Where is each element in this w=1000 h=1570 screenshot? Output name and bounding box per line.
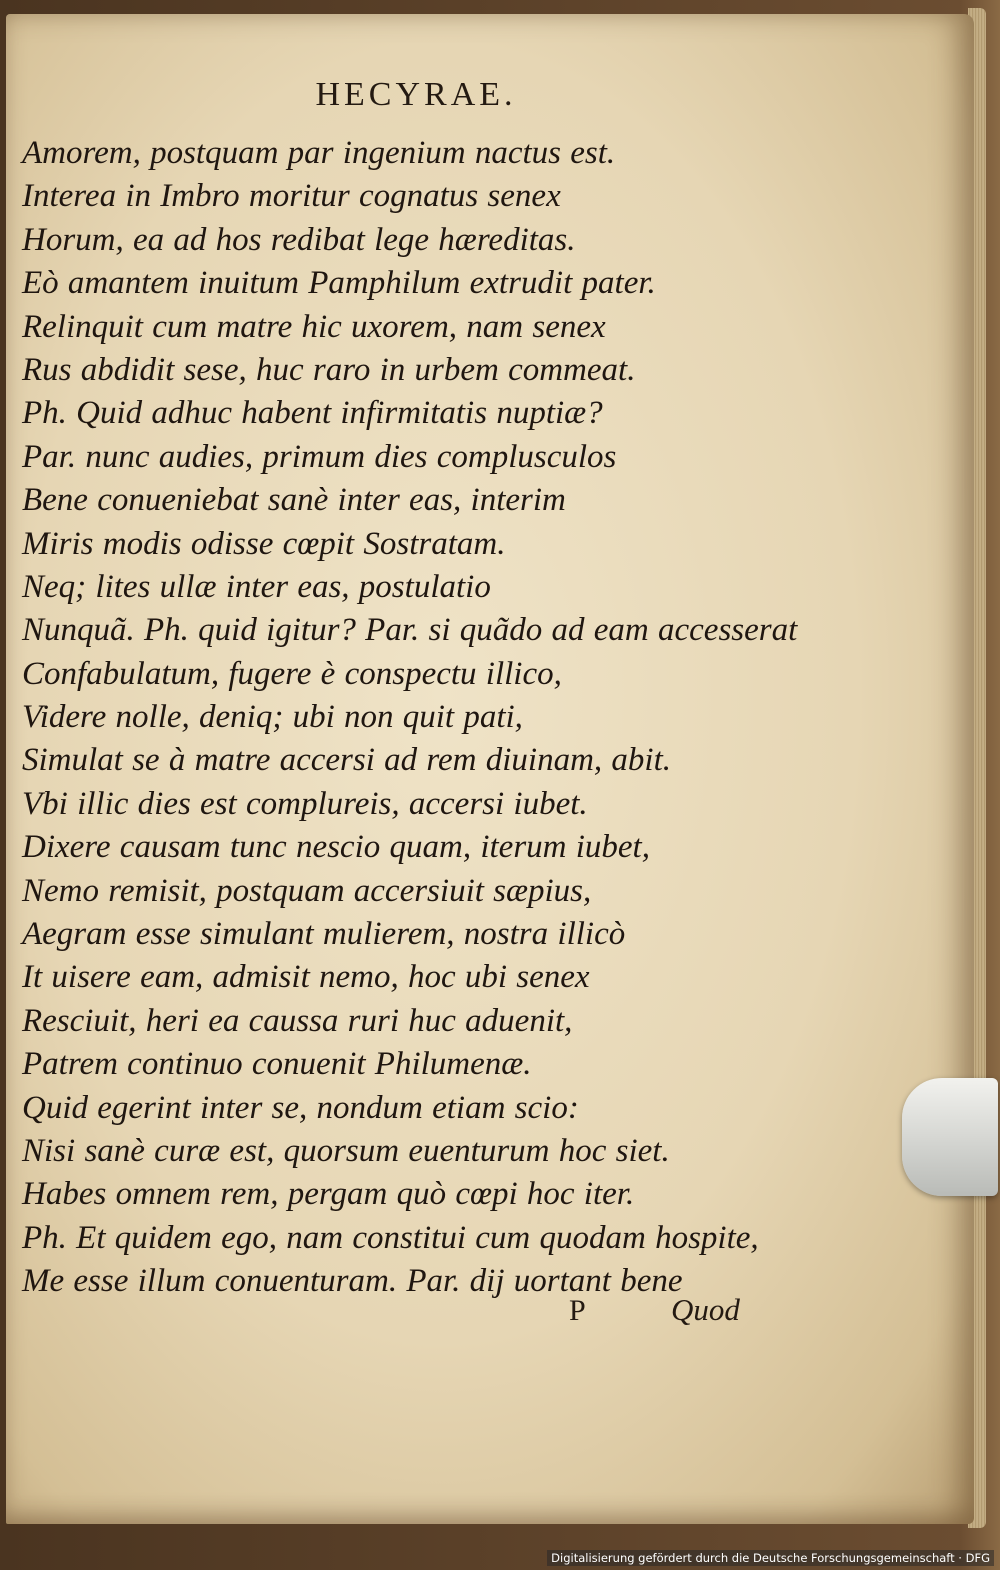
verse-line: Nunquã. Ph. quid igitur? Par. si quãdo ad eam accesserat [22, 612, 798, 649]
verse-line: Vbi illic dies est complureis, accersi iubet. [22, 785, 588, 822]
verse-line: Eò amantem inuitum Pamphilum extrudit pater. [22, 265, 656, 302]
verse-line: Simulat se à matre accersi ad rem diuinam, abit. [22, 742, 671, 779]
verse-line: Horum, ea ad hos redibat lege hæreditas. [22, 221, 576, 258]
running-head: HECYRAE. [315, 76, 517, 113]
verse-line: Amorem, postquam par ingenium nactus est. [22, 135, 616, 171]
verse-line: Dixere causam tunc nescio quam, iterum iubet, [22, 829, 650, 866]
verse-line: Par. nunc audies, primum dies complusculos [22, 438, 617, 475]
verse-line: Confabulatum, fugere è conspectu illico, [22, 655, 562, 692]
verse-line: Miris modis odisse cœpit Sostratam. [22, 525, 506, 562]
verse-line: It uisere eam, admisit nemo, hoc ubi senex [22, 959, 590, 996]
verse-line: Nemo remisit, postquam accersiuit sæpius, [22, 872, 592, 909]
verse-line: Patrem continuo conuenit Philumenæ. [22, 1046, 532, 1083]
verse-line: Neq; lites ullæ inter eas, postulatio [22, 568, 491, 605]
verse-line: Relinquit cum matre hic uxorem, nam senex [22, 308, 606, 345]
verse-text [22, 132, 812, 1304]
signature-mark: P [569, 1294, 586, 1327]
verse-line: Ph. Quid adhuc habent infirmitatis nuptiæ? [22, 395, 603, 432]
verse-line: Aegram esse simulant mulierem, nostra illicò [22, 916, 626, 953]
catchword: Quod [671, 1292, 740, 1327]
verse-line: Nisi sanè curæ est, quorsum euenturum hoc siet. [22, 1132, 670, 1169]
verse-line: Bene conueniebat sanè inter eas, interim [22, 482, 566, 519]
verse-line: Ph. Et quidem ego, nam constitui cum quodam hospite, [22, 1219, 759, 1256]
verse-line: Resciuit, heri ea caussa ruri huc aduenit, [22, 1002, 573, 1039]
verse-line: Rus abdidit sese, huc raro in urbem commeat. [22, 351, 636, 388]
verse-line: Quid egerint inter se, nondum etiam scio: [22, 1089, 579, 1126]
verse-line: Habes omnem rem, pergam quò cœpi hoc iter. [22, 1176, 635, 1213]
verse-line: Me esse illum conuenturam. Par. dij uortant bene [22, 1263, 683, 1300]
digitization-credit: Digitalisierung gefördert durch die Deutsche Forschungsgemeinschaft · DFG [547, 1550, 994, 1566]
verse-line: Interea in Imbro moritur cognatus senex [22, 178, 561, 215]
book-page [6, 14, 974, 1524]
verse-line: Videre nolle, deniq; ubi non quit pati, [22, 699, 523, 736]
page-clip [902, 1078, 998, 1196]
